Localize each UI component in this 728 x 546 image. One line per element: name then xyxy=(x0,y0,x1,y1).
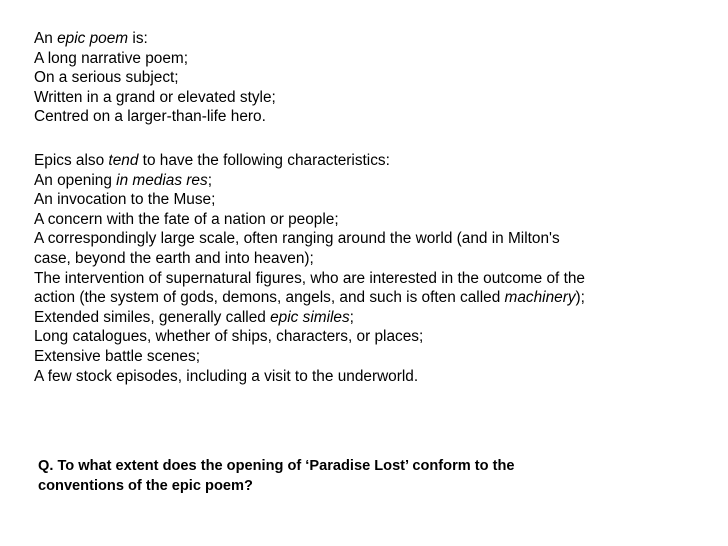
characteristics-intro-pre: Epics also xyxy=(34,152,109,169)
characteristic-battles: Extensive battle scenes; xyxy=(34,347,200,365)
question-line1: Q. To what extent does the opening of ‘Paradise Lost’ conform to the xyxy=(38,458,515,474)
opening-post: ; xyxy=(207,171,212,189)
supernatural-pre: action (the system of gods, demons, angels, and such is often called xyxy=(34,289,505,307)
characteristic-supernatural-line2 xyxy=(34,288,585,308)
similes-em: epic similes xyxy=(270,308,350,326)
characteristic-invocation: An invocation to the Muse; xyxy=(34,191,216,209)
characteristics-intro xyxy=(34,151,585,171)
characteristic-episodes: A few stock episodes, including a visit to the underworld. xyxy=(34,367,419,385)
opening-pre: An opening xyxy=(34,171,117,189)
definition-intro xyxy=(34,29,276,49)
characteristic-opening xyxy=(34,171,585,191)
definition-item: Written in a grand or elevated style; xyxy=(34,88,276,106)
characteristics-intro-post: to have the following characteristics: xyxy=(138,152,390,169)
definition-term: epic poem xyxy=(57,30,129,47)
similes-post: ; xyxy=(349,308,354,326)
characteristic-catalogues: Long catalogues, whether of ships, characters, or places; xyxy=(34,328,424,346)
epic-definition-block xyxy=(34,29,276,127)
question-line2: conventions of the epic poem? xyxy=(38,477,253,494)
definition-item: Centred on a larger-than-life hero. xyxy=(34,108,266,126)
definition-intro-post: is: xyxy=(128,30,148,47)
supernatural-post: ); xyxy=(575,289,585,307)
definition-intro-pre: An xyxy=(34,30,58,47)
discussion-question xyxy=(38,457,515,496)
definition-item: A long narrative poem; xyxy=(34,49,188,67)
definition-item: On a serious subject; xyxy=(34,69,179,87)
supernatural-em: machinery xyxy=(504,289,576,307)
characteristic-supernatural-line1: The intervention of supernatural figures, who are interested in the outcome of the xyxy=(34,269,585,287)
characteristic-fate: A concern with the fate of a nation or people; xyxy=(34,210,339,228)
characteristic-scale-line1: A correspondingly large scale, often ranging around the world (and in Milton's xyxy=(34,230,560,248)
characteristics-block xyxy=(34,151,585,386)
characteristic-scale-line2: case, beyond the earth and into heaven); xyxy=(34,249,314,267)
characteristic-similes xyxy=(34,308,585,328)
opening-em: in medias res xyxy=(116,171,208,189)
characteristics-intro-em: tend xyxy=(108,152,139,169)
similes-pre: Extended similes, generally called xyxy=(34,308,271,326)
